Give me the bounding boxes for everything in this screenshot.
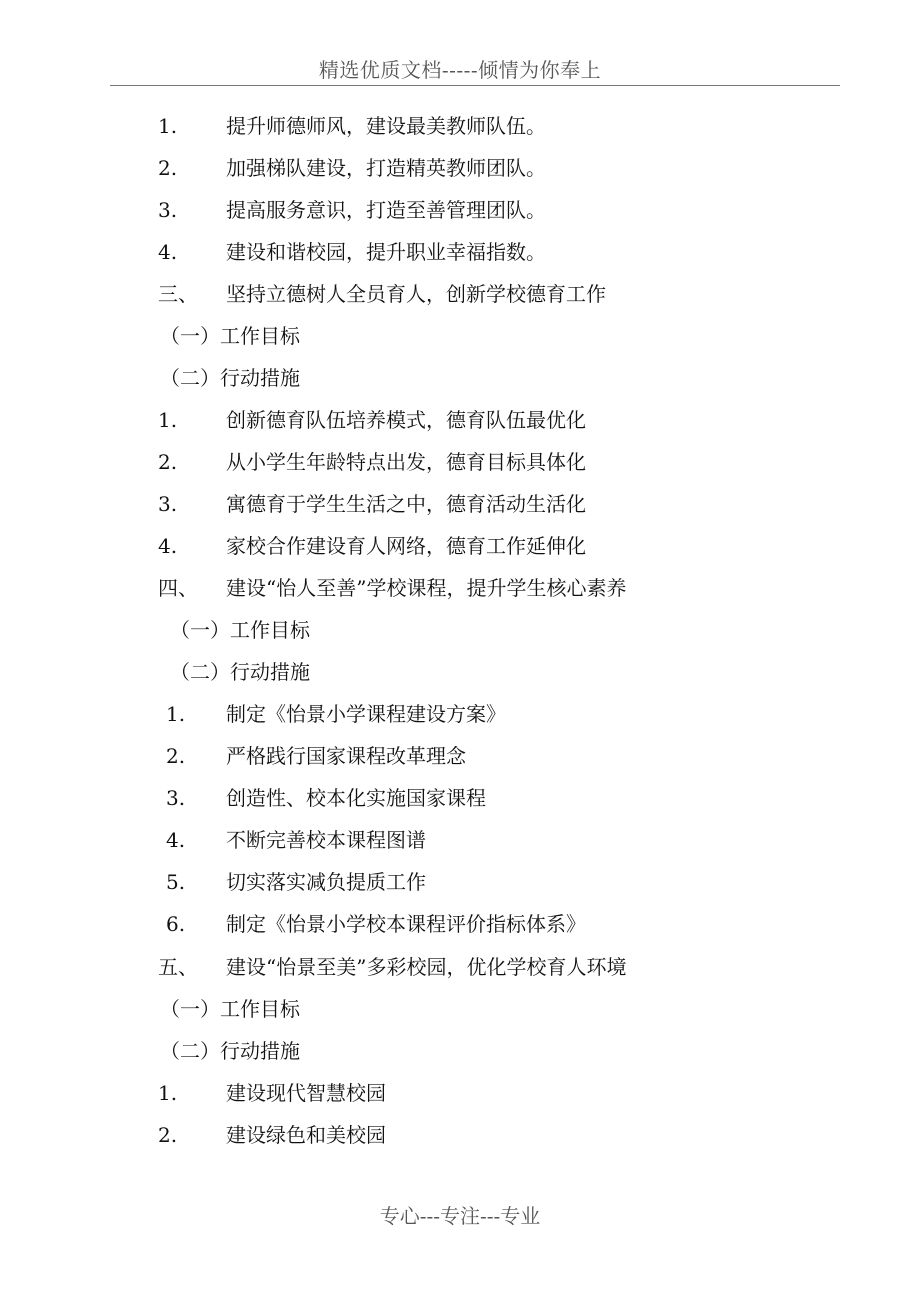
list-item [0,237,920,267]
list-item-text: （一）工作目标 [160,997,300,1021]
list-item-number: 2. [158,1123,178,1147]
list-item [0,657,920,687]
list-item-number: 四、 [158,576,198,600]
list-item-number: 1. [158,114,178,138]
list-item-text: 寓德育于学生生活之中，德育活动生活化 [226,492,586,516]
page-footer: 专心---专注---专业 [379,1204,541,1228]
list-item-text: 提升师德师风，建设最美教师队伍。 [226,114,546,138]
list-item-text: 建设“怡人至善”学校课程，提升学生核心素养 [226,576,627,600]
list-item-text: 制定《怡景小学校本课程评价指标体系》 [226,912,586,936]
page-header: 精选优质文档-----倾情为你奉上 [318,58,602,82]
list-item-text: 切实落实减负提质工作 [226,870,426,894]
list-item-text: 建设现代智慧校园 [226,1081,386,1105]
list-item [0,279,920,309]
header-divider [110,85,840,86]
list-item-text: 从小学生年龄特点出发，德育目标具体化 [226,450,586,474]
list-item [0,909,920,939]
list-item [0,363,920,393]
list-item-text: （一）工作目标 [170,618,310,642]
list-item-number: 4. [158,240,178,264]
list-item [0,489,920,519]
list-item-text: 建设绿色和美校园 [226,1123,386,1147]
list-item [0,867,920,897]
list-item-number: 6. [166,912,186,936]
list-item-text: 家校合作建设育人网络，德育工作延伸化 [226,534,586,558]
list-item [0,1078,920,1108]
list-item [0,825,920,855]
list-item [0,994,920,1024]
list-item [0,1120,920,1150]
list-item [0,1036,920,1066]
list-item [0,321,920,351]
list-item [0,952,920,982]
list-item [0,153,920,183]
list-item-number: 3. [158,492,178,516]
list-item-number: 4. [158,534,178,558]
list-item-text: 创新德育队伍培养模式，德育队伍最优化 [226,408,586,432]
list-item-number: 五、 [158,955,198,979]
list-item-text: 建设和谐校园，提升职业幸福指数。 [226,240,546,264]
list-item-text: （二）行动措施 [170,660,310,684]
list-item [0,531,920,561]
list-item [0,195,920,225]
list-item-text: 加强梯队建设，打造精英教师团队。 [226,156,546,180]
list-item [0,405,920,435]
list-item-text: 坚持立德树人全员育人，创新学校德育工作 [226,282,606,306]
list-item-text: （一）工作目标 [160,324,300,348]
list-item-number: 2. [158,156,178,180]
list-item [0,783,920,813]
list-item [0,741,920,771]
list-item-text: 制定《怡景小学课程建设方案》 [226,702,506,726]
list-item-text: 不断完善校本课程图谱 [226,828,426,852]
list-item-text: 提高服务意识，打造至善管理团队。 [226,198,546,222]
list-item-text: 创造性、校本化实施国家课程 [226,786,486,810]
list-item-number: 5. [166,870,186,894]
list-item [0,573,920,603]
list-item-number: 4. [166,828,186,852]
list-item-number: 1. [158,1081,178,1105]
list-item [0,111,920,141]
list-item-text: （二）行动措施 [160,1039,300,1063]
list-item-number: 2. [166,744,186,768]
list-item [0,447,920,477]
list-item-number: 2. [158,450,178,474]
list-item-text: （二）行动措施 [160,366,300,390]
list-item-number: 1. [166,702,186,726]
list-item [0,699,920,729]
list-item [0,615,920,645]
list-item-number: 三、 [158,282,198,306]
list-item-number: 3. [166,786,186,810]
list-item-number: 1. [158,408,178,432]
list-item-number: 3. [158,198,178,222]
list-item-text: 严格践行国家课程改革理念 [226,744,466,768]
list-item-text: 建设“怡景至美”多彩校园，优化学校育人环境 [226,955,627,979]
